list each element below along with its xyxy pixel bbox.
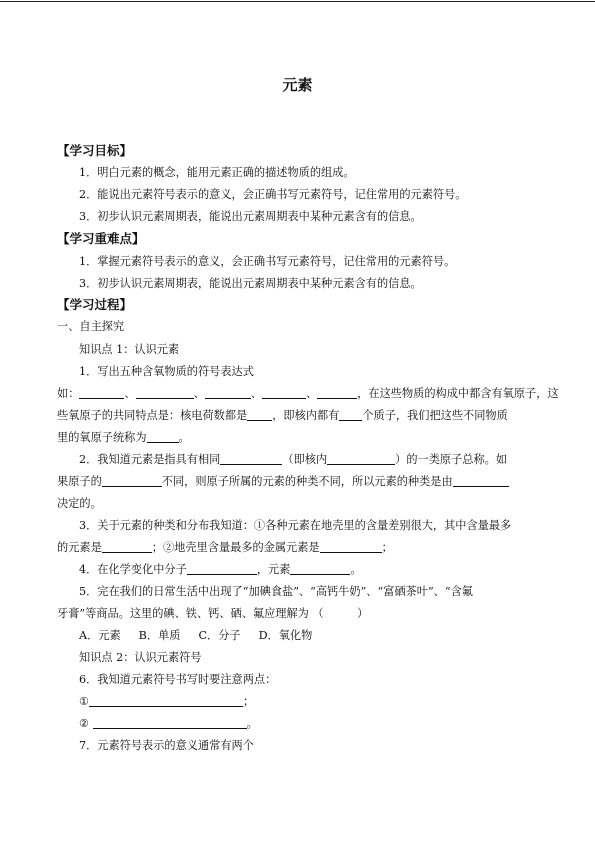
goal-item: 3．初步认识元素周期表，能说出元素周期表中某种元素含有的信息。 [79,210,422,223]
fill-blank[interactable] [327,452,395,465]
fill-blank[interactable] [102,540,152,553]
text: 里的氧原子统称为 [57,431,147,444]
question-1: 1．写出五种含氧物质的符号表达式 [79,365,254,378]
text: （即核内 [282,453,328,466]
part-heading: 一、自主探究 [57,320,125,333]
question-7: 7．元素符号表示的意义通常有两个 [79,739,254,752]
question-6-item-1 [79,694,254,710]
text: 。 [246,717,258,730]
section-heading-key-points: 【学习重难点】 [57,231,145,246]
text: 、 [124,387,136,400]
question-2-line-3: 决定的。 [57,497,102,510]
fill-blank[interactable] [262,386,306,399]
text: 个质子，我们把这些不同物质 [362,409,508,422]
text: ； [381,541,393,554]
fill-blank[interactable] [453,474,509,487]
text: ； [243,695,255,708]
text: 。 [178,431,190,444]
page-top-rule [0,1,595,2]
fill-blank[interactable] [93,716,247,729]
goal-item: 1．明白元素的概念，能用元素正确的描述物质的组成。 [79,166,355,179]
question-6: 6．我知道元素符号书写时要注意两点： [79,673,277,686]
question-5-line-2: 牙膏”等商品。这里的碘、铁、钙、硒、氟应理解为 （ ） [57,607,369,620]
text: ② [79,717,90,730]
question-4 [79,562,362,578]
text: ；②地壳里含量最多的金属元素是 [151,541,320,554]
text: ① [79,695,90,708]
question-1-blanks-line [57,386,559,402]
question-5-options [79,628,330,644]
fill-blank[interactable] [187,562,257,575]
fill-blank[interactable] [339,408,362,421]
knowledge-point-heading: 知识点 1：认识元素 [79,343,180,356]
option-c[interactable]: C．分子 [198,629,241,642]
question-2-line-2 [57,474,509,490]
text: 如： [57,387,80,400]
page-title: 元素 [282,76,313,94]
option-d[interactable]: D．氧化物 [258,629,313,642]
question-2-line-1 [79,452,507,468]
text: ，在这些物质的构成中都含有氧原子，这 [357,387,559,400]
goal-item: 2．能说出元素符号表示的意义，会正确书写元素符号，记住常用的元素符号。 [79,188,467,201]
fill-blank[interactable] [102,474,162,487]
question-3-line-1: 3．关于元素的种类和分布我知道：①各种元素在地壳里的含量差别很大，其中含量最多 [79,519,512,532]
fill-blank[interactable] [290,562,350,575]
text: ，元素 [256,563,291,576]
key-point-item: 3．初步认识元素周期表，能说出元素周期表中某种元素含有的信息。 [79,277,422,290]
section-heading-goals: 【学习目标】 [57,143,133,158]
fill-blank[interactable] [79,386,124,399]
fill-blank[interactable] [317,386,357,399]
key-point-item: 1．掌握元素符号表示的意义，会正确书写元素符号，记住常用的元素符号。 [79,255,456,268]
text: 果原子的 [57,475,102,488]
text: ，即核内都有 [272,409,340,422]
text: ）的一类原子总称。如 [395,453,508,466]
fill-blank[interactable] [320,540,382,553]
text: 、 [250,387,262,400]
text: 、 [306,387,318,400]
text: 些氧原子的共同特点是：核电荷数都是 [57,409,248,422]
text: 不同，则原子所属的元素的种类不同，所以元素的种类是由 [161,475,453,488]
question-1-line-4 [57,430,190,446]
fill-blank[interactable] [147,430,179,443]
text: 2．我知道元素是指具有相同 [79,453,221,466]
text: 。 [350,563,362,576]
fill-blank[interactable] [89,694,243,707]
question-3-line-2 [57,540,393,556]
option-b[interactable]: B．单质 [138,629,181,642]
knowledge-point-heading: 知识点 2：认识元素符号 [79,651,202,664]
section-heading-process: 【学习过程】 [57,297,133,312]
question-6-item-2 [79,716,258,732]
question-5-line-1: 5．完在我们的日常生活中出现了“加碘食盐”、“高钙牛奶”、“富硒茶叶”、“含氟 [79,585,473,598]
text: 、 [193,387,205,400]
fill-blank[interactable] [247,408,272,421]
text: 4．在化学变化中分子 [79,563,187,576]
fill-blank[interactable] [136,386,194,399]
fill-blank[interactable] [220,452,282,465]
text: 的元素是 [57,541,102,554]
fill-blank[interactable] [205,386,251,399]
question-1-line-3 [57,408,508,424]
option-a[interactable]: A．元素 [79,629,121,642]
